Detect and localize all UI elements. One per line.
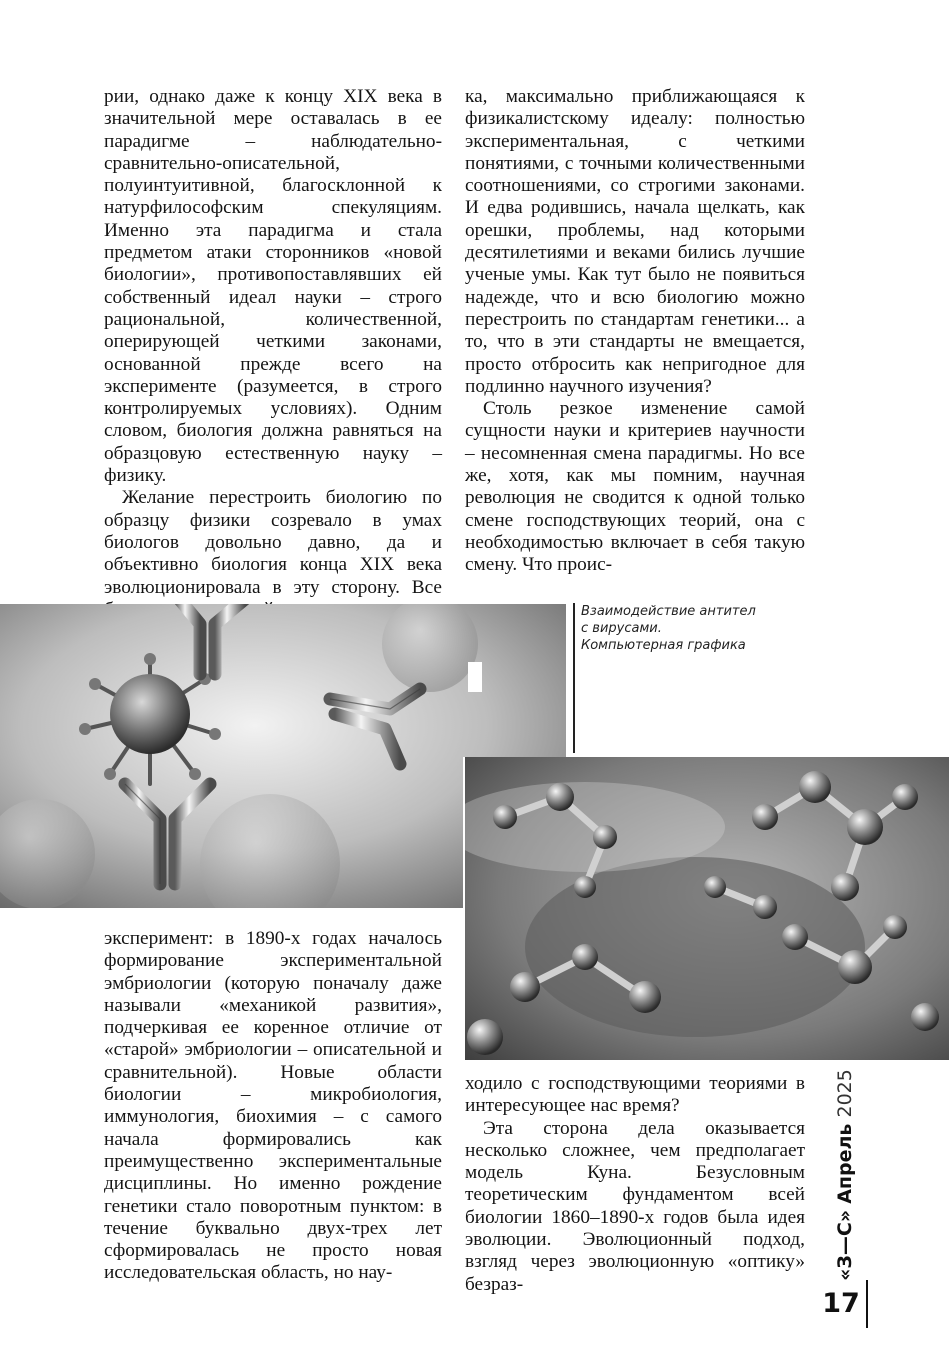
caption-rule — [573, 603, 575, 753]
paragraph: ка, максимально приближающаяся к физикалистскому идеалу: полностью экспериментальная, с четкими понятиями, с точными количественными соотношениями, со строгими законами. И едва родившись, начала щелкать, как орешки, проблемы, над которыми десятилетиями и веками бились лучшие ученые умы. Как тут было не появиться надежде, что и всю биологию можно перестроить по стандартам генетики... а то, что в эти стандарты не вмещается, просто отбросить как непригодное для подлинно научного изучения? — [465, 86, 805, 397]
molecule-illustration — [463, 757, 949, 1060]
figure-caption — [581, 603, 821, 654]
paragraph: Столь резкое изменение самой сущности науки и критериев научности – несомненная смена парадигмы. Но все же, хотя, как мы помним, научная революция не сводится к одной только смене господствующих теорий, она с необходимостью включает в себя такую смену. Что проис- — [465, 398, 805, 576]
caption-line-3: Компьютерная графика — [581, 638, 746, 653]
paragraph: рии, однако даже к концу XIX века в значительной мере оставалась в ее парадигме – наблюдательно-сравнительно-описательной, полуинтуитивной, благосклонной к натурфилософским спекуляциям. Именно эта парадигма и стала предметом атаки сторонников «новой биологии», противопоставлявших ей собственный идеал науки – строго рациональной, количественной, оперирующей четкими законами, основанной прежде всего на эксперименте (разумеется, в строго контролируемых условиях). Одним словом, биология должна равняться на образцовую естественную науку – физику. — [104, 86, 442, 487]
page-number-rule — [866, 1280, 868, 1328]
text-column-1 — [104, 86, 442, 621]
text-column-4 — [465, 1073, 805, 1296]
journal-month: Апрель — [834, 1123, 856, 1204]
page-number: 17 — [822, 1288, 860, 1319]
paragraph: Эта сторона дела оказывается несколько сложнее, чем предполагает модель Куна. Безусловным теоретическим фундаментом всей биологии 1860–1890-х годов была идея эволюции. Эволюционный подход, взгляд через эволюционную «оптику» безраз- — [465, 1117, 805, 1295]
caption-line-2: с вирусами. — [581, 621, 662, 636]
journal-running-head — [830, 1070, 860, 1280]
paragraph: эксперимент: в 1890-х годах началось формирование экспериментальной эмбриологии (которую поначалу даже называли «механикой развития», подчеркивая ее коренное отличие от «старой» эмбриологии – описательной и сравнительной). Новые области биологии – микробиология, иммунология, биохимия – с самого начала формировались как преимущественно экспериментальные дисциплины. Но именно рождение генетики стало поворотным пунктом: в течение буквально двух-трех лет сформировалась не просто новая исследовательская область, но нау- — [104, 928, 442, 1284]
caption-line-1: Взаимодействие антител — [581, 604, 756, 619]
journal-name: «З—С» — [834, 1209, 856, 1281]
journal-year: 2025 — [834, 1069, 856, 1118]
text-column-2 — [465, 86, 805, 577]
text-column-3 — [104, 928, 442, 1285]
paragraph: Желание перестроить биологию по образцу физики созревало в умах биологов довольно давно, да и объективно биология конца XIX века эволюционировала в эту сторону. Все — [104, 487, 442, 598]
paragraph: ходило с господствующими теориями в интересующее нас время? — [465, 1073, 805, 1117]
